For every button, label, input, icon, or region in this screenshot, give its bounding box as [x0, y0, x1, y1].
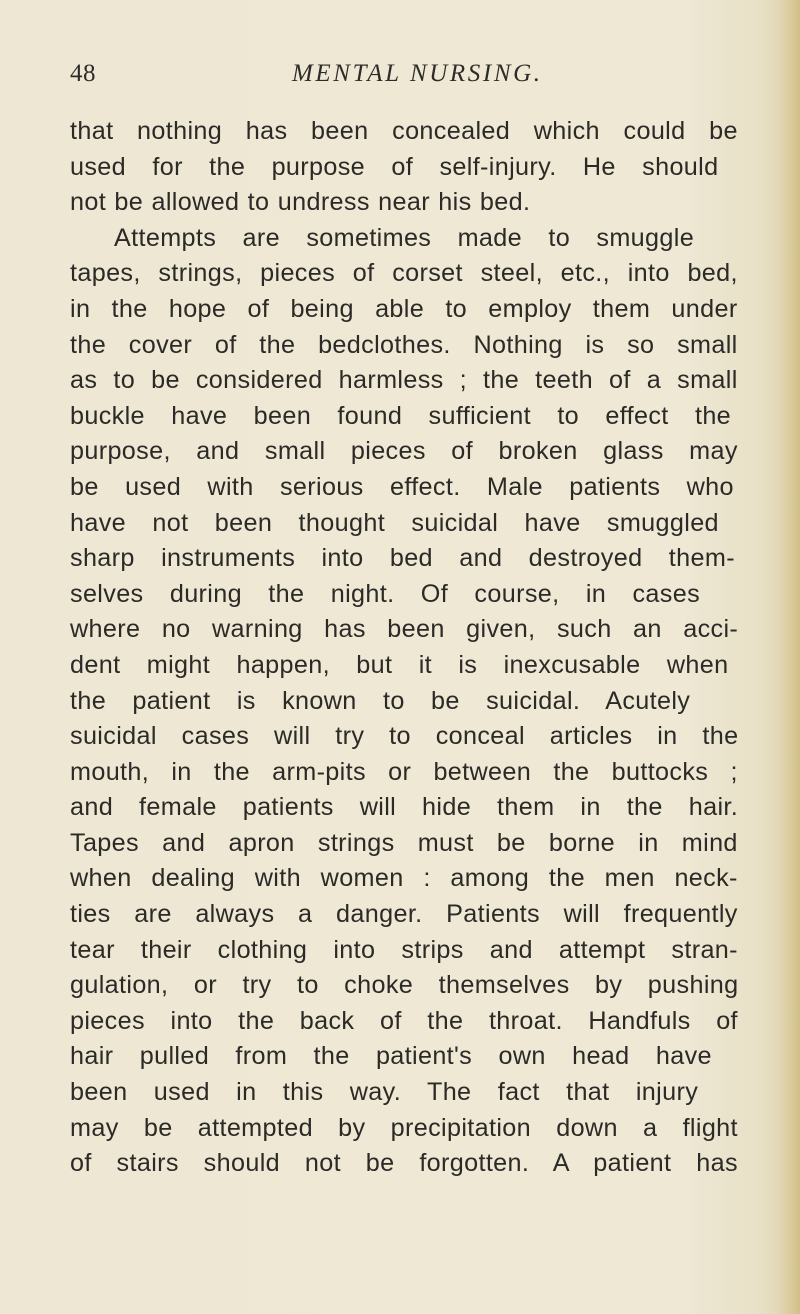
text-line: as to be considered harmless ; the teeth of a small: [70, 366, 738, 395]
text-line: suicidal cases will try to conceal articles in the: [70, 722, 739, 751]
text-line: that nothing has been concealed which could be: [70, 117, 738, 145]
text-line: used for the purpose of self-injury. He should: [70, 152, 719, 181]
text-line: pieces into the back of the throat. Handfuls of: [70, 1006, 738, 1035]
body-text: [70, 114, 750, 1182]
text-line: purpose, and small pieces of broken glass may: [70, 437, 738, 466]
text-line: of stairs should not be forgotten. A patient has: [70, 1149, 738, 1178]
page-header: [70, 60, 740, 100]
text-line: in the hope of being able to employ them under: [70, 294, 738, 323]
text-line: and female patients will hide them in the hair.: [70, 793, 739, 822]
text-line: where no warning has been given, such an acci-: [70, 615, 739, 644]
text-line: gulation, or try to choke themselves by pushing: [70, 971, 739, 1000]
text-line: buckle have been found sufficient to effect the: [70, 401, 732, 430]
text-line: not be allowed to undress near his bed.: [70, 188, 531, 217]
text-line: been used in this way. The fact that injury: [70, 1078, 699, 1107]
text-line: have not been thought suicidal have smuggled: [70, 508, 719, 537]
text-line: be used with serious effect. Male patients who: [70, 472, 734, 501]
text-line: tear their clothing into strips and attempt stran-: [70, 935, 738, 964]
text-line: hair pulled from the patient's own head have: [70, 1042, 712, 1071]
page-number: 48: [70, 60, 96, 87]
text-line: ties are always a danger. Patients will frequently: [70, 900, 738, 929]
text-line: selves during the night. Of course, in cases: [70, 579, 701, 608]
text-line: may be attempted by precipitation down a flight: [70, 1113, 738, 1142]
page-edge-shading: [778, 0, 800, 1314]
running-head: MENTAL NURSING.: [292, 60, 543, 87]
text-line: the patient is known to be suicidal. Acutely: [70, 686, 691, 715]
text-line: mouth, in the arm-pits or between the buttocks ;: [70, 757, 738, 786]
text-line: the cover of the bedclothes. Nothing is so small: [70, 330, 738, 359]
text-line: when dealing with women : among the men neck-: [70, 864, 738, 893]
text-line: dent might happen, but it is inexcusable when: [70, 650, 729, 679]
text-line: sharp instruments into bed and destroyed them-: [70, 544, 735, 573]
text-line: tapes, strings, pieces of corset steel, etc., into bed,: [70, 259, 738, 288]
text-line: Tapes and apron strings must be borne in mind: [70, 828, 738, 857]
text-line: Attempts are sometimes made to smuggle: [114, 223, 695, 252]
